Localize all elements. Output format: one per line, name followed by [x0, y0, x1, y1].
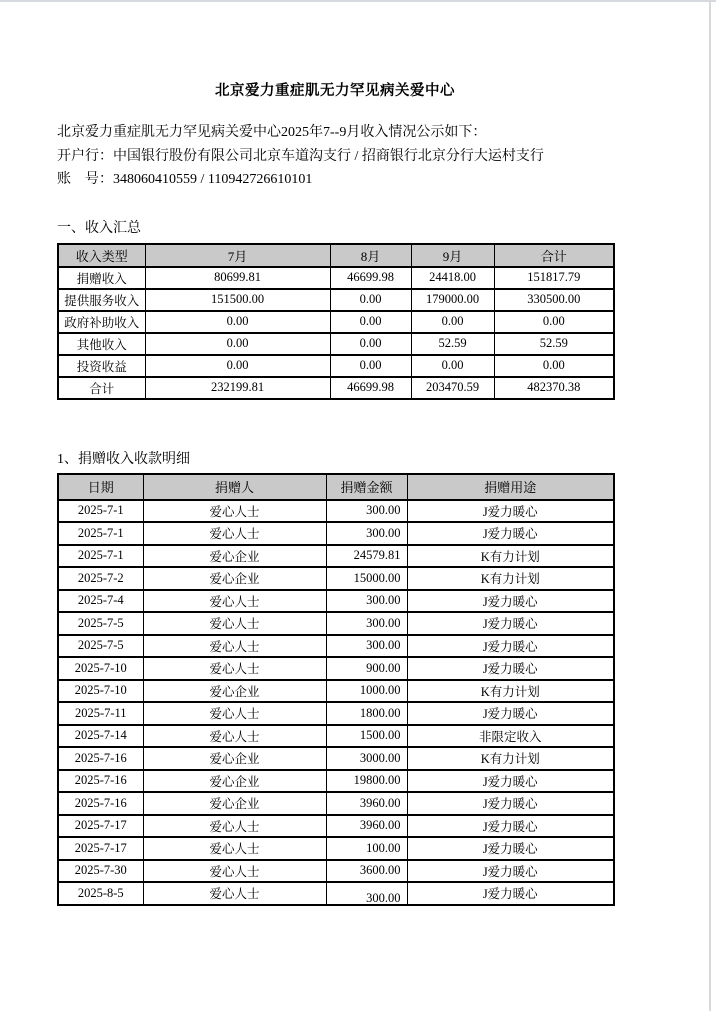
table-cell: 52.59: [411, 333, 494, 355]
table-cell: 2025-7-16: [58, 792, 143, 815]
table-cell: J爱力暖心: [407, 860, 614, 883]
column-header: 收入类型: [58, 244, 145, 267]
table-cell: 爱心人士: [143, 657, 326, 680]
table-cell: 2025-7-1: [58, 522, 143, 545]
table-cell: 100.00: [326, 837, 407, 860]
table-cell: 52.59: [494, 333, 614, 355]
table-cell: 0.00: [411, 355, 494, 377]
table-cell: 151817.79: [494, 267, 614, 289]
column-header: 捐赠人: [143, 474, 326, 500]
column-header: 合计: [494, 244, 614, 267]
table-cell: 179000.00: [411, 289, 494, 311]
table-row: [58, 522, 614, 545]
table-row: [58, 333, 614, 355]
table-cell: 2025-7-17: [58, 815, 143, 838]
table-cell: 80699.81: [145, 267, 330, 289]
table-cell: 3600.00: [326, 860, 407, 883]
table-row: [58, 725, 614, 748]
table-cell: 爱心人士: [143, 815, 326, 838]
table-cell: 2025-7-17: [58, 837, 143, 860]
table-row: [58, 545, 614, 568]
table-header-row: [58, 474, 614, 500]
table-row: [58, 657, 614, 680]
income-summary-table: [57, 243, 615, 400]
table-row: [58, 311, 614, 333]
column-header: 9月: [411, 244, 494, 267]
table-row: [58, 680, 614, 703]
table-cell: 203470.59: [411, 377, 494, 399]
table-cell: 300.00: [326, 635, 407, 658]
table-cell: 15000.00: [326, 567, 407, 590]
column-header: 捐赠用途: [407, 474, 614, 500]
table-cell: 合计: [58, 377, 145, 399]
table-row: [58, 377, 614, 399]
table-cell: 300.00: [326, 882, 407, 905]
table-cell: 19800.00: [326, 770, 407, 793]
table-row: [58, 860, 614, 883]
table-cell: 非限定收入: [407, 725, 614, 748]
table-cell: 0.00: [494, 311, 614, 333]
column-header: 捐赠金额: [326, 474, 407, 500]
table-row: [58, 612, 614, 635]
table-cell: J爱力暖心: [407, 657, 614, 680]
table-row: [58, 289, 614, 311]
table-cell: 爱心人士: [143, 860, 326, 883]
table-cell: K有力计划: [407, 747, 614, 770]
table-cell: J爱力暖心: [407, 792, 614, 815]
table-cell: 0.00: [330, 289, 411, 311]
intro-line: 北京爱力重症肌无力罕见病关爱中心2025年7--9月收入情况公示如下：: [57, 125, 487, 140]
table-cell: 2025-7-1: [58, 500, 143, 523]
table-cell: 46699.98: [330, 377, 411, 399]
table-cell: J爱力暖心: [407, 500, 614, 523]
table-cell: 爱心企业: [143, 792, 326, 815]
table-cell: 0.00: [330, 333, 411, 355]
table-cell: 捐赠收入: [58, 267, 145, 289]
table-cell: 爱心人士: [143, 635, 326, 658]
table-header-row: [58, 244, 614, 267]
table-cell: K有力计划: [407, 545, 614, 568]
table-cell: 爱心人士: [143, 725, 326, 748]
table-cell: 其他收入: [58, 333, 145, 355]
table-cell: 2025-7-5: [58, 612, 143, 635]
table-cell: 爱心企业: [143, 747, 326, 770]
table-cell: 爱心企业: [143, 770, 326, 793]
table-cell: 爱心人士: [143, 590, 326, 613]
summary-section-heading: 一、收入汇总: [57, 220, 141, 236]
table-cell: 2025-7-10: [58, 680, 143, 703]
table-cell: 900.00: [326, 657, 407, 680]
table-row: [58, 590, 614, 613]
table-row: [58, 702, 614, 725]
account-line: 账 号：348060410559 / 110942726610101: [57, 172, 313, 187]
table-cell: 0.00: [494, 355, 614, 377]
table-cell: 2025-7-1: [58, 545, 143, 568]
table-cell: 爱心企业: [143, 680, 326, 703]
table-cell: 0.00: [411, 311, 494, 333]
table-row: [58, 747, 614, 770]
page-title: 北京爱力重症肌无力罕见病关爱中心: [215, 83, 455, 99]
table-cell: J爱力暖心: [407, 702, 614, 725]
table-cell: 爱心企业: [143, 567, 326, 590]
table-cell: 1000.00: [326, 680, 407, 703]
table-cell: 2025-7-16: [58, 747, 143, 770]
table-cell: 2025-7-11: [58, 702, 143, 725]
table-cell: J爱力暖心: [407, 635, 614, 658]
intro-block: [57, 121, 613, 192]
table-cell: J爱力暖心: [407, 770, 614, 793]
donation-section-heading: 1、捐赠收入收款明细: [57, 451, 190, 467]
table-cell: K有力计划: [407, 680, 614, 703]
table-cell: J爱力暖心: [407, 815, 614, 838]
table-cell: 2025-7-30: [58, 860, 143, 883]
table-cell: 46699.98: [330, 267, 411, 289]
table-cell: 1800.00: [326, 702, 407, 725]
table-cell: J爱力暖心: [407, 837, 614, 860]
table-row: [58, 882, 614, 905]
table-cell: 0.00: [145, 311, 330, 333]
column-header: 7月: [145, 244, 330, 267]
table-cell: 300.00: [326, 522, 407, 545]
table-cell: 2025-7-16: [58, 770, 143, 793]
table-row: [58, 355, 614, 377]
table-cell: 232199.81: [145, 377, 330, 399]
page-right-edge: [709, 0, 711, 1011]
table-cell: 24579.81: [326, 545, 407, 568]
table-cell: 3960.00: [326, 815, 407, 838]
table-row: [58, 815, 614, 838]
table-cell: 0.00: [145, 355, 330, 377]
table-cell: 爱心人士: [143, 882, 326, 905]
table-cell: J爱力暖心: [407, 612, 614, 635]
table-cell: 爱心人士: [143, 500, 326, 523]
table-cell: 300.00: [326, 612, 407, 635]
table-cell: 2025-7-5: [58, 635, 143, 658]
table-cell: 2025-7-10: [58, 657, 143, 680]
table-row: [58, 500, 614, 523]
table-row: [58, 792, 614, 815]
table-cell: 2025-7-4: [58, 590, 143, 613]
table-cell: 提供服务收入: [58, 289, 145, 311]
column-header: 8月: [330, 244, 411, 267]
bank-line: 开户行：中国银行股份有限公司北京车道沟支行 / 招商银行北京分行大运村支行: [57, 148, 544, 164]
table-cell: 0.00: [330, 311, 411, 333]
table-cell: J爱力暖心: [407, 590, 614, 613]
table-cell: 爱心企业: [143, 545, 326, 568]
table-cell: K有力计划: [407, 567, 614, 590]
table-row: [58, 837, 614, 860]
column-header: 日期: [58, 474, 143, 500]
table-row: [58, 567, 614, 590]
table-cell: 爱心人士: [143, 837, 326, 860]
table-cell: 0.00: [145, 333, 330, 355]
table-cell: 300.00: [326, 500, 407, 523]
table-row: [58, 267, 614, 289]
table-row: [58, 770, 614, 793]
document-page: [57, 0, 613, 906]
table-cell: 330500.00: [494, 289, 614, 311]
table-cell: 151500.00: [145, 289, 330, 311]
table-cell: 2025-8-5: [58, 882, 143, 905]
donation-detail-table: [57, 473, 615, 906]
table-cell: 2025-7-14: [58, 725, 143, 748]
table-cell: 2025-7-2: [58, 567, 143, 590]
table-cell: 482370.38: [494, 377, 614, 399]
table-cell: 3960.00: [326, 792, 407, 815]
table-cell: 爱心人士: [143, 522, 326, 545]
table-cell: 投资收益: [58, 355, 145, 377]
table-cell: 爱心人士: [143, 702, 326, 725]
table-row: [58, 635, 614, 658]
table-cell: J爱力暖心: [407, 522, 614, 545]
table-cell: 0.00: [330, 355, 411, 377]
table-cell: 爱心人士: [143, 612, 326, 635]
table-cell: J爱力暖心: [407, 882, 614, 905]
table-cell: 政府补助收入: [58, 311, 145, 333]
table-cell: 300.00: [326, 590, 407, 613]
table-cell: 24418.00: [411, 267, 494, 289]
table-cell: 1500.00: [326, 725, 407, 748]
table-cell: 3000.00: [326, 747, 407, 770]
